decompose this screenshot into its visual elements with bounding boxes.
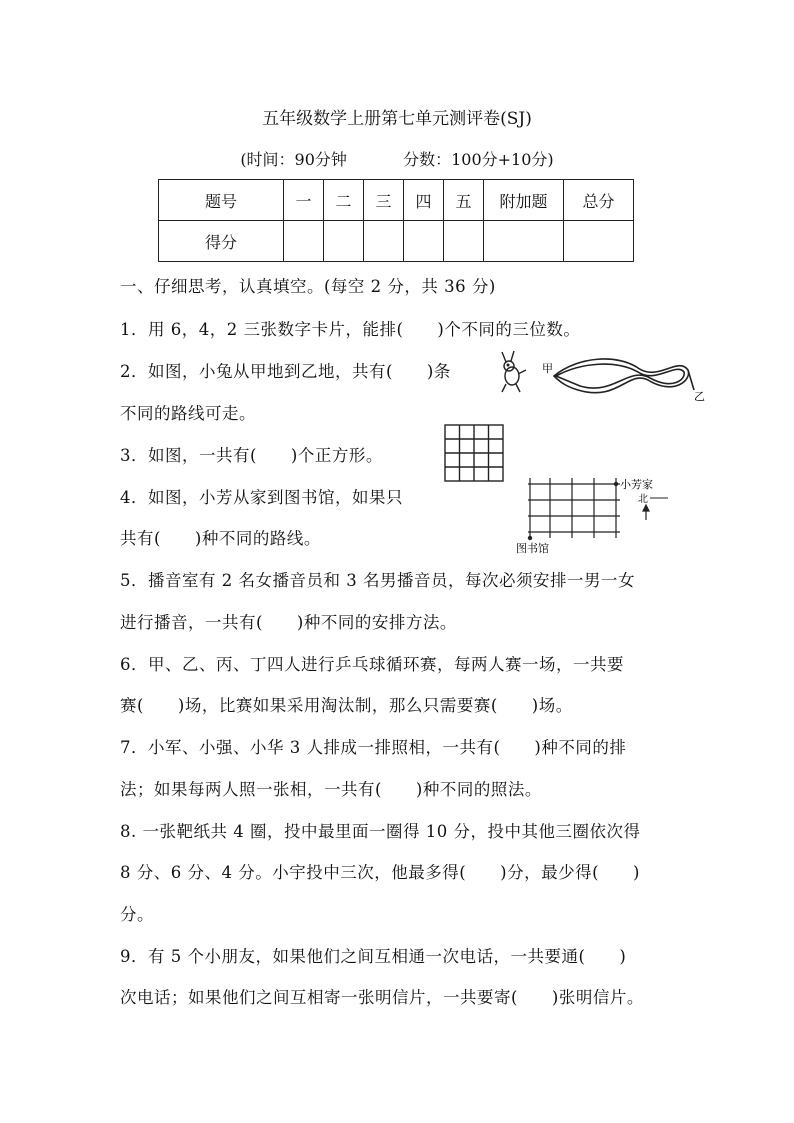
question-8-end: 分。 xyxy=(120,905,154,924)
score-cell[interactable] xyxy=(444,221,484,262)
north-arrow-icon xyxy=(643,505,649,520)
north-label: 北 xyxy=(638,494,648,505)
start-point-label: 甲 xyxy=(542,362,553,375)
page-title: 五年级数学上册第七单元测评卷(SJ) xyxy=(262,109,532,129)
exam-time: (时间：90分钟 xyxy=(240,150,347,169)
score-cell[interactable] xyxy=(324,221,364,262)
question-2-cont: 不同的路线可走。 xyxy=(120,404,256,423)
score-cell[interactable] xyxy=(484,221,564,262)
home-label: 小芳家 xyxy=(620,478,653,491)
question-5-cont: 进行播音，一共有( )种不同的安排方法。 xyxy=(120,613,457,632)
table-header-cell: 一 xyxy=(284,180,324,221)
question-4: 4．如图，小芳从家到图书馆，如果只 xyxy=(120,488,403,507)
score-table xyxy=(158,179,634,262)
question-6: 6．甲、乙、丙、丁四人进行乒乓球循环赛，每两人赛一场，一共要 xyxy=(120,655,624,674)
rabbit-paths-figure xyxy=(498,350,708,402)
question-8-cont: 8 分、6 分、4 分。小宇投中三次，他最多得( )分，最少得( ) xyxy=(120,863,640,882)
table-header-cell: 题号 xyxy=(159,180,284,221)
exam-score: 分数：100分+10分) xyxy=(403,150,554,169)
score-table-row xyxy=(159,221,634,262)
table-header-cell: 三 xyxy=(364,180,404,221)
question-7-cont: 法；如果每两人照一张相，一共有( )种不同的照法。 xyxy=(120,780,542,799)
question-6-cont: 赛( )场，比赛如果采用淘汰制，那么只需要赛( )场。 xyxy=(120,696,573,715)
question-1: 1．用 6，4，2 三张数字卡片，能排( )个不同的三位数。 xyxy=(120,320,581,339)
score-cell[interactable] xyxy=(564,221,634,262)
question-7: 7．小军、小强、小华 3 人排成一排照相，一共有( )种不同的排 xyxy=(120,738,627,757)
score-cell[interactable] xyxy=(404,221,444,262)
question-2: 2．如图，小兔从甲地到乙地，共有( )条 xyxy=(120,362,451,381)
question-9-cont: 次电话；如果他们之间互相寄一张明信片，一共要寄( )张明信片。 xyxy=(120,988,644,1007)
street-map-figure xyxy=(516,474,691,554)
score-cell[interactable] xyxy=(284,221,324,262)
end-point-label: 乙 xyxy=(694,390,705,403)
question-3: 3．如图，一共有( )个正方形。 xyxy=(120,446,383,465)
table-header-cell: 二 xyxy=(324,180,364,221)
exam-info xyxy=(0,147,794,170)
square-grid-figure xyxy=(444,424,504,482)
table-header-cell: 总分 xyxy=(564,180,634,221)
table-row-label: 得分 xyxy=(159,221,284,262)
library-label: 图书馆 xyxy=(516,542,549,555)
question-8: 8. 一张靶纸共 4 圈，投中最里面一圈得 10 分，投中其他三圈依次得 xyxy=(120,822,641,841)
question-4-cont: 共有( )种不同的路线。 xyxy=(120,529,321,548)
table-header-cell: 四 xyxy=(404,180,444,221)
section-heading: 一、仔细思考，认真填空。(每空 2 分，共 36 分) xyxy=(120,277,496,296)
table-header-cell: 五 xyxy=(444,180,484,221)
question-9: 9．有 5 个小朋友，如果他们之间互相通一次电话，一共要通( ) xyxy=(120,947,627,966)
score-cell[interactable] xyxy=(364,221,404,262)
question-5: 5．播音室有 2 名女播音员和 3 名男播音员，每次必须安排一男一女 xyxy=(120,571,635,590)
rabbit-icon xyxy=(502,351,526,392)
table-header-cell: 附加题 xyxy=(484,180,564,221)
score-table-header xyxy=(159,180,634,221)
route-loops xyxy=(554,359,694,393)
